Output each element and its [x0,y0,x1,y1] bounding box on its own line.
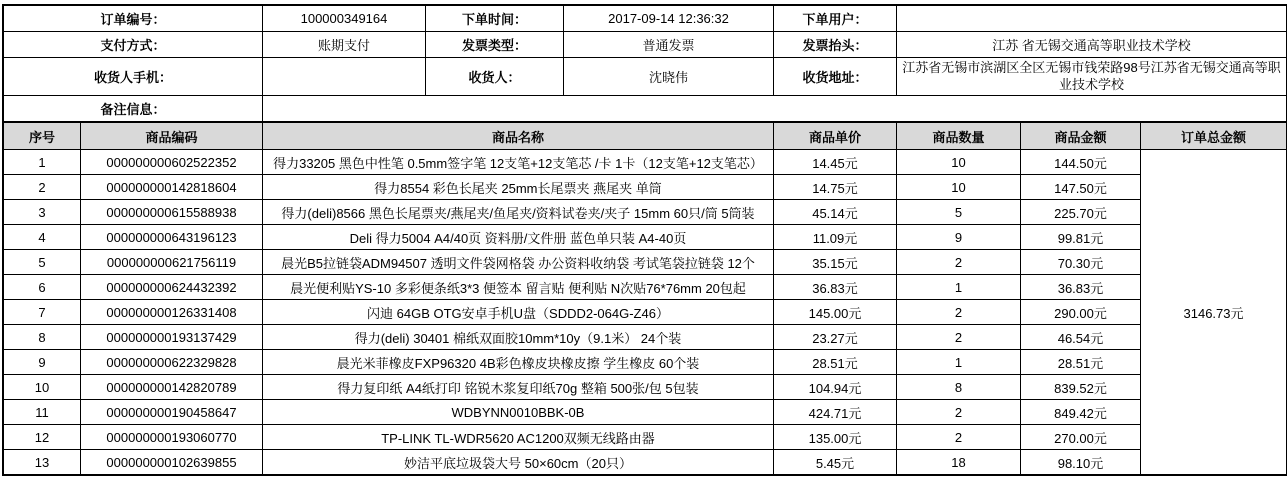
order-no-value: 100000349164 [263,6,426,32]
cell-code: 000000000102639855 [81,450,263,475]
cell-amount: 70.30元 [1021,250,1141,275]
table-row [4,150,1287,175]
payment-label: 支付方式： [4,32,263,58]
cell-name: TP-LINK TL-WDR5620 AC1200双频无线路由器 [263,425,774,450]
cell-code: 000000000602522352 [81,150,263,175]
cell-code: 000000000190458647 [81,400,263,425]
cell-index: 3 [4,200,81,225]
cell-index: 12 [4,425,81,450]
cell-code: 000000000193137429 [81,325,263,350]
cell-amount: 98.10元 [1021,450,1141,475]
table-row [4,275,1287,300]
cell-index: 5 [4,250,81,275]
table-row [4,200,1287,225]
cell-amount: 99.81元 [1021,225,1141,250]
cell-amount: 290.00元 [1021,300,1141,325]
info-row-2 [4,32,1287,58]
payment-value: 账期支付 [263,32,426,58]
receiver-value: 沈晓伟 [564,58,774,96]
info-row-3 [4,58,1287,96]
cell-quantity: 2 [897,425,1021,450]
table-row [4,175,1287,200]
cell-unit-price: 5.45元 [774,450,897,475]
cell-amount: 270.00元 [1021,425,1141,450]
cell-name: 得力复印纸 A4纸打印 铭锐木浆复印纸70g 整箱 500张/包 5包装 [263,375,774,400]
table-row [4,300,1287,325]
cell-unit-price: 424.71元 [774,400,897,425]
cell-unit-price: 28.51元 [774,350,897,375]
cell-name: 得力(deli)8566 黑色长尾票夹/燕尾夹/鱼尾夹/资料试卷夹/夹子 15mm 60只/筒 5筒装 [263,200,774,225]
cell-index: 2 [4,175,81,200]
table-row [4,325,1287,350]
order-detail-sheet [2,4,1287,476]
order-user-label: 下单用户： [774,6,897,32]
info-row-remark [4,96,1287,122]
cell-name: WDBYNN0010BBK-0B [263,400,774,425]
cell-index: 11 [4,400,81,425]
header-order-total: 订单总金额 [1141,123,1287,150]
order-total-value: 3146.73元 [1141,150,1287,475]
cell-quantity: 8 [897,375,1021,400]
cell-quantity: 10 [897,150,1021,175]
cell-code: 000000000622329828 [81,350,263,375]
cell-amount: 36.83元 [1021,275,1141,300]
header-name: 商品名称 [263,123,774,150]
cell-quantity: 2 [897,250,1021,275]
cell-amount: 839.52元 [1021,375,1141,400]
receiver-label: 收货人： [426,58,564,96]
cell-name: 得力8554 彩色长尾夹 25mm长尾票夹 燕尾夹 单筒 [263,175,774,200]
invoice-title-label: 发票抬头： [774,32,897,58]
cell-unit-price: 104.94元 [774,375,897,400]
address-value: 江苏省无锡市滨湖区全区无锡市钱荣路98号江苏省无锡交通高等职业技术学校 [897,58,1287,96]
receiver-phone-label: 收货人手机： [4,58,263,96]
cell-quantity: 9 [897,225,1021,250]
order-time-label: 下单时间： [426,6,564,32]
product-header-row [4,123,1287,150]
cell-index: 9 [4,350,81,375]
cell-quantity: 2 [897,400,1021,425]
cell-code: 000000000193060770 [81,425,263,450]
cell-code: 000000000624432392 [81,275,263,300]
cell-quantity: 10 [897,175,1021,200]
header-quantity: 商品数量 [897,123,1021,150]
cell-name: Deli 得力5004 A4/40页 资料册/文件册 蓝色单只装 A4-40页 [263,225,774,250]
cell-code: 000000000643196123 [81,225,263,250]
cell-unit-price: 14.45元 [774,150,897,175]
cell-name: 得力33205 黑色中性笔 0.5mm签字笔 12支笔+12支笔芯 /卡 1卡（12支笔+12支笔芯） [263,150,774,175]
cell-amount: 849.42元 [1021,400,1141,425]
cell-unit-price: 45.14元 [774,200,897,225]
cell-unit-price: 145.00元 [774,300,897,325]
cell-code: 000000000126331408 [81,300,263,325]
table-row [4,425,1287,450]
cell-name: 闪迪 64GB OTG安卓手机U盘（SDDD2-064G-Z46） [263,300,774,325]
table-row [4,400,1287,425]
cell-quantity: 2 [897,325,1021,350]
cell-index: 7 [4,300,81,325]
cell-quantity: 2 [897,300,1021,325]
cell-name: 得力(deli) 30401 棉纸双面胶10mm*10y（9.1米） 24个装 [263,325,774,350]
cell-index: 1 [4,150,81,175]
invoice-title-value: 江苏 省无锡交通高等职业技术学校 [897,32,1287,58]
address-label: 收货地址： [774,58,897,96]
cell-index: 8 [4,325,81,350]
receiver-phone-value [263,58,426,96]
cell-amount: 147.50元 [1021,175,1141,200]
order-time-value: 2017-09-14 12:36:32 [564,6,774,32]
table-row [4,375,1287,400]
info-row-1 [4,6,1287,32]
cell-code: 000000000621756119 [81,250,263,275]
order-no-label: 订单编号： [4,6,263,32]
cell-quantity: 18 [897,450,1021,475]
cell-name: 晨光米菲橡皮FXP96320 4B彩色橡皮块橡皮擦 学生橡皮 60个装 [263,350,774,375]
product-table [3,122,1287,475]
table-row [4,350,1287,375]
cell-index: 10 [4,375,81,400]
invoice-type-value: 普通发票 [564,32,774,58]
remark-label: 备注信息： [4,96,263,122]
cell-quantity: 1 [897,275,1021,300]
cell-unit-price: 11.09元 [774,225,897,250]
table-row [4,450,1287,475]
table-row [4,225,1287,250]
cell-unit-price: 14.75元 [774,175,897,200]
header-index: 序号 [4,123,81,150]
cell-code: 000000000615588938 [81,200,263,225]
invoice-type-label: 发票类型： [426,32,564,58]
cell-amount: 225.70元 [1021,200,1141,225]
header-code: 商品编码 [81,123,263,150]
cell-code: 000000000142818604 [81,175,263,200]
remark-value [263,96,1287,122]
cell-code: 000000000142820789 [81,375,263,400]
cell-name: 晨光便利贴YS-10 多彩便条纸3*3 便签本 留言贴 便利贴 N次贴76*76mm 20包起 [263,275,774,300]
header-amount: 商品金额 [1021,123,1141,150]
cell-unit-price: 36.83元 [774,275,897,300]
cell-index: 6 [4,275,81,300]
cell-quantity: 5 [897,200,1021,225]
cell-unit-price: 23.27元 [774,325,897,350]
cell-quantity: 1 [897,350,1021,375]
order-user-value [897,6,1287,32]
order-info-table [3,5,1287,122]
cell-amount: 144.50元 [1021,150,1141,175]
cell-unit-price: 35.15元 [774,250,897,275]
cell-name: 妙洁平底垃圾袋大号 50×60cm（20只） [263,450,774,475]
cell-unit-price: 135.00元 [774,425,897,450]
cell-index: 13 [4,450,81,475]
header-unit-price: 商品单价 [774,123,897,150]
cell-index: 4 [4,225,81,250]
table-row [4,250,1287,275]
cell-name: 晨光B5拉链袋ADM94507 透明文件袋网格袋 办公资料收纳袋 考试笔袋拉链袋 12个 [263,250,774,275]
cell-amount: 46.54元 [1021,325,1141,350]
cell-amount: 28.51元 [1021,350,1141,375]
